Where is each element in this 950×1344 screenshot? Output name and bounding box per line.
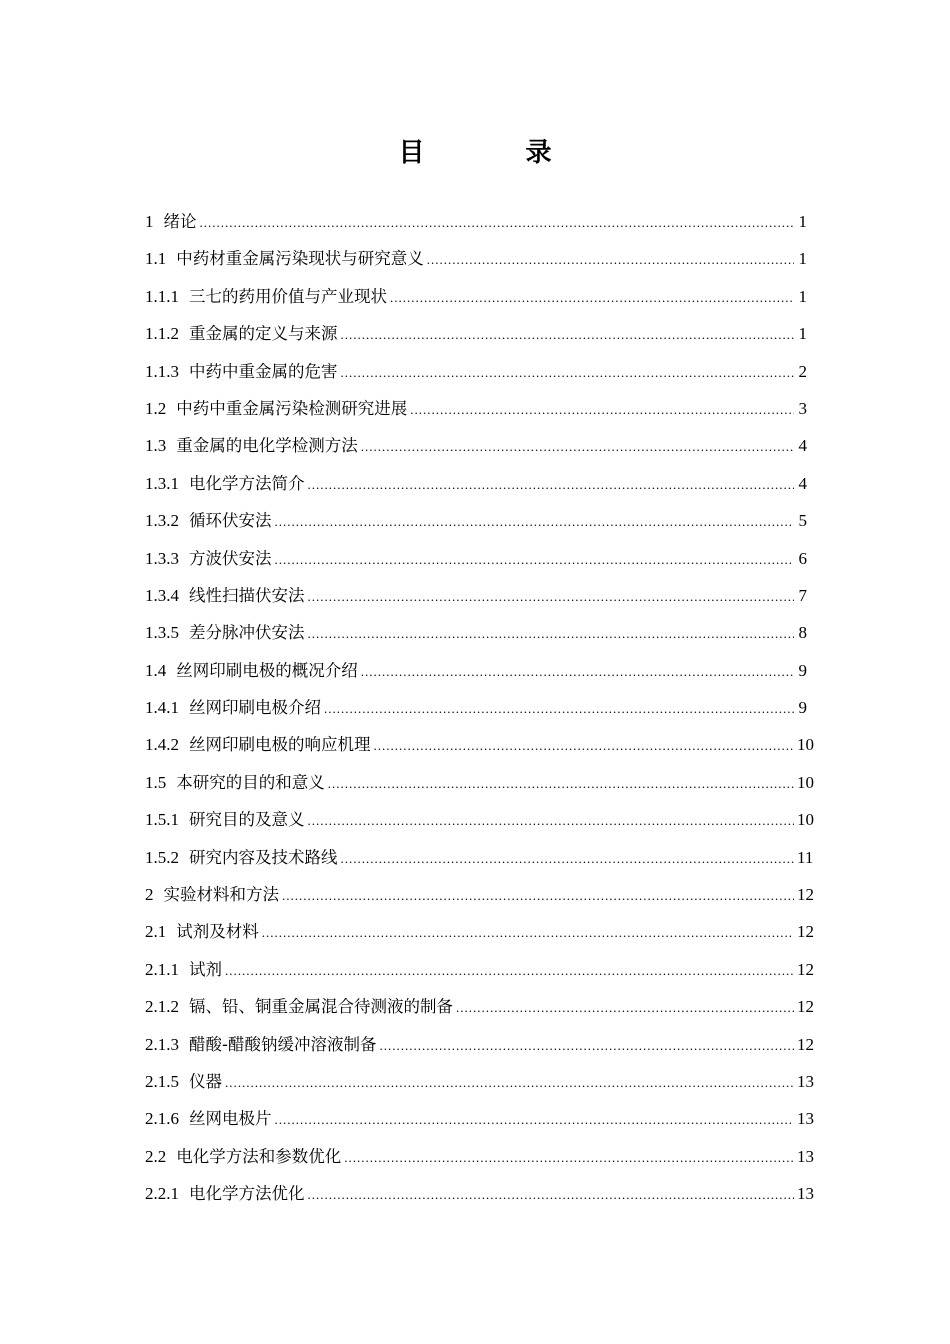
toc-section-title: 中药中重金属的危害 [189,361,338,381]
toc-page-number: 13 [797,1109,814,1129]
toc-dot-leader [308,615,795,652]
toc-section-number: 1.3.1 [145,473,179,493]
toc-section-number: 1.1 [145,249,167,269]
toc-section-title: 研究目的及意义 [189,810,305,830]
toc-section-number: 1.3.5 [145,623,179,643]
toc-section-title: 重金属的定义与来源 [189,324,338,344]
toc-entry[interactable] [145,951,814,988]
toc-dot-leader [308,802,795,839]
toc-page-number: 13 [797,1184,814,1204]
toc-dot-leader [361,428,794,465]
toc-entry[interactable] [145,1100,814,1137]
toc-section-number: 1.1.2 [145,324,179,344]
toc-section-number: 1.4.2 [145,735,179,755]
toc-entry[interactable] [145,540,807,577]
toc-section-number: 1.4 [145,660,167,680]
toc-page-number: 3 [798,398,807,418]
toc-page-number: 7 [798,585,807,605]
toc-dot-leader [344,1139,794,1176]
toc-page-number: 13 [797,1071,814,1091]
toc-entry[interactable] [145,726,814,763]
toc-page-number: 12 [797,997,814,1017]
toc-entry[interactable] [145,502,807,539]
toc-entry[interactable] [145,913,814,950]
toc-section-title: 三七的药用价值与产业现状 [189,286,387,306]
toc-dot-leader [275,541,795,578]
toc-section-number: 1.5.2 [145,847,179,867]
toc-section-number: 1.3.4 [145,585,179,605]
toc-entry[interactable] [145,988,814,1025]
toc-entry[interactable] [145,614,807,651]
toc-section-number: 1.1.3 [145,361,179,381]
toc-page-number: 10 [797,735,814,755]
toc-dot-leader [308,578,795,615]
toc-page-number: 6 [798,548,807,568]
toc-section-title: 差分脉冲伏安法 [189,623,305,643]
toc-section-number: 2.1.6 [145,1109,179,1129]
toc-page-number: 4 [798,473,807,493]
toc-dot-leader [262,914,794,951]
toc-page-number: 1 [798,212,807,231]
toc-entry[interactable] [145,876,814,913]
toc-page-number: 1 [798,249,807,269]
toc-section-title: 本研究的目的和意义 [176,772,325,792]
toc-dot-leader [361,653,794,690]
toc-dot-leader [374,727,795,764]
toc-section-number: 1.3.3 [145,548,179,568]
toc-entry[interactable] [145,577,807,614]
toc-page-number: 12 [797,1034,814,1054]
toc-entry[interactable] [145,353,807,390]
toc-entry[interactable] [145,689,807,726]
toc-page-number: 2 [798,361,807,381]
toc-entry[interactable] [145,203,807,240]
toc-dot-leader [341,840,795,877]
toc-page-number: 13 [797,1146,814,1166]
toc-section-number: 1 [145,212,154,231]
toc-dot-leader [328,765,794,802]
toc-section-title: 试剂 [189,959,222,979]
toc-section-number: 1.5.1 [145,810,179,830]
toc-section-title: 丝网印刷电极的响应机理 [189,735,371,755]
toc-entry[interactable] [145,427,807,464]
toc-entry[interactable] [145,1138,814,1175]
toc-page-number: 12 [797,885,814,905]
toc-page-number: 4 [798,436,807,456]
toc-entry[interactable] [145,278,807,315]
toc-section-number: 1.4.1 [145,698,179,718]
toc-section-title: 镉、铅、铜重金属混合待测液的制备 [189,997,453,1017]
toc-section-title: 电化学方法优化 [189,1184,305,1204]
toc-entry[interactable] [145,1063,814,1100]
toc-dot-leader [456,989,794,1026]
toc-dot-leader [410,391,794,428]
toc-dot-leader [341,354,795,391]
table-of-contents [145,203,814,1213]
page-title: 目 录 [398,138,598,168]
toc-entry[interactable] [145,465,807,502]
toc-dot-leader [390,279,794,316]
toc-section-title: 研究内容及技术路线 [189,847,338,867]
toc-entry[interactable] [145,240,807,277]
toc-section-title: 方波伏安法 [189,548,272,568]
toc-section-title: 仪器 [189,1071,222,1091]
toc-section-title: 丝网印刷电极的概况介绍 [176,660,358,680]
toc-dot-leader [308,466,795,503]
toc-dot-leader [308,1176,795,1213]
toc-section-number: 2.1 [145,922,167,942]
toc-entry[interactable] [145,1026,814,1063]
toc-page-number: 8 [798,623,807,643]
toc-dot-leader [275,503,795,540]
toc-entry[interactable] [145,315,807,352]
toc-section-number: 1.2 [145,398,167,418]
toc-section-number: 1.5 [145,772,167,792]
toc-entry[interactable] [145,801,814,838]
toc-dot-leader [341,316,795,353]
toc-page-number: 9 [798,660,807,680]
toc-section-title: 线性扫描伏安法 [189,585,305,605]
toc-page-number: 11 [797,847,814,867]
toc-dot-leader [379,1027,794,1064]
toc-section-title: 循环伏安法 [189,511,272,531]
toc-page-number: 1 [798,286,807,306]
toc-entry[interactable] [145,1175,814,1212]
toc-section-title: 醋酸-醋酸钠缓冲溶液制备 [189,1034,377,1054]
toc-entry[interactable] [145,390,807,427]
toc-dot-leader [324,690,794,727]
toc-section-number: 2.2.1 [145,1184,179,1204]
toc-section-number: 2.1.1 [145,959,179,979]
toc-page-number: 10 [797,810,814,830]
toc-page-number: 12 [797,922,814,942]
toc-section-number: 1.3 [145,436,167,456]
toc-section-title: 实验材料和方法 [163,885,279,905]
toc-page-number: 10 [797,772,814,792]
toc-section-title: 电化学方法简介 [189,473,305,493]
toc-section-number: 2.1.5 [145,1071,179,1091]
toc-section-title: 丝网电极片 [189,1109,272,1129]
toc-page-number: 9 [798,698,807,718]
toc-entry[interactable] [145,764,814,801]
toc-section-number: 1.1.1 [145,286,179,306]
toc-dot-leader [200,204,795,241]
toc-section-title: 试剂及材料 [176,922,259,942]
toc-section-title: 绪论 [163,212,197,231]
toc-section-number: 1.3.2 [145,511,179,531]
toc-section-number: 2 [145,885,154,905]
toc-section-number: 2.1.3 [145,1034,179,1054]
toc-dot-leader [225,1064,794,1101]
toc-entry[interactable] [145,839,814,876]
toc-section-number: 2.1.2 [145,997,179,1017]
toc-dot-leader [275,1101,795,1138]
toc-dot-leader [282,877,794,914]
toc-dot-leader [225,952,794,989]
toc-page-number: 5 [798,511,807,531]
toc-section-title: 中药中重金属污染检测研究进展 [176,398,408,418]
toc-dot-leader [427,241,794,278]
toc-section-title: 电化学方法和参数优化 [176,1146,342,1166]
toc-entry[interactable] [145,652,807,689]
toc-page-number: 1 [798,324,807,344]
toc-page-number: 12 [797,959,814,979]
toc-section-title: 重金属的电化学检测方法 [176,436,358,456]
toc-section-title: 丝网印刷电极介绍 [189,698,321,718]
toc-section-number: 2.2 [145,1146,167,1166]
toc-section-title: 中药材重金属污染现状与研究意义 [176,249,424,269]
